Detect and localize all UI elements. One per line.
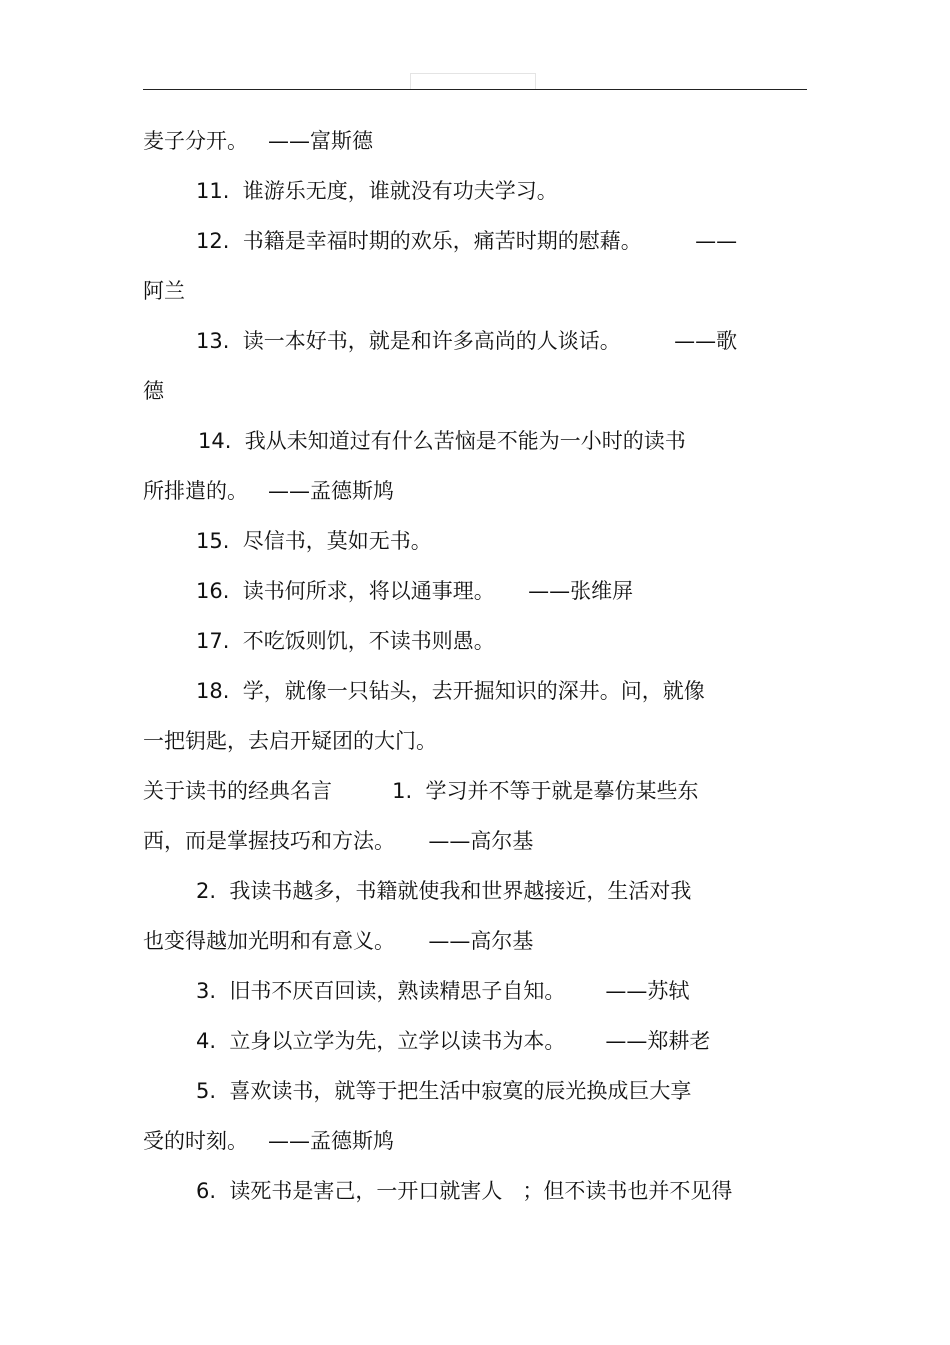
text-line: 关于读书的经典名言 1. 学习并不等于就是摹仿某些东 bbox=[143, 779, 699, 803]
text-line: 德 bbox=[143, 379, 164, 403]
text-line: 11. 谁游乐无度，谁就没有功夫学习。 bbox=[196, 179, 558, 203]
text-line: 所排遣的。 ——孟德斯鸠 bbox=[143, 479, 395, 503]
text-line: 5. 喜欢读书，就等于把生活中寂寞的辰光换成巨大享 bbox=[196, 1079, 692, 1103]
text-line: 也变得越加光明和有意义。 ——高尔基 bbox=[143, 929, 534, 953]
text-line: 15. 尽信书，莫如无书。 bbox=[196, 529, 432, 553]
text-line: 16. 读书何所求，将以通事理。 ——张维屏 bbox=[196, 579, 634, 603]
text-line: 西，而是掌握技巧和方法。 ——高尔基 bbox=[143, 829, 534, 853]
text-line: 4. 立身以立学为先，立学以读书为本。 ——郑耕老 bbox=[196, 1029, 711, 1053]
text-line: 一把钥匙，去启开疑团的大门。 bbox=[143, 729, 437, 753]
text-line: 17. 不吃饭则饥，不读书则愚。 bbox=[196, 629, 495, 653]
text-line: 12. 书籍是幸福时期的欢乐，痛苦时期的慰藉。 —— bbox=[196, 229, 738, 253]
text-line: 6. 读死书是害己，一开口就害人 ；但不读书也并不见得 bbox=[196, 1179, 733, 1203]
header-tab-decoration bbox=[410, 73, 536, 90]
text-line: 13. 读一本好书，就是和许多高尚的人谈话。 ——歌 bbox=[196, 329, 738, 353]
text-line: 18. 学，就像一只钻头，去开掘知识的深井。问，就像 bbox=[196, 679, 705, 703]
text-line: 阿兰 bbox=[143, 279, 185, 303]
header-rule bbox=[143, 89, 807, 90]
text-line: 麦子分开。 ——富斯德 bbox=[143, 129, 374, 153]
text-line: 3. 旧书不厌百回读，熟读精思子自知。 ——苏轼 bbox=[196, 979, 690, 1003]
text-line: 14. 我从未知道过有什么苦恼是不能为一小时的读书 bbox=[198, 429, 686, 453]
text-line: 2. 我读书越多，书籍就使我和世界越接近，生活对我 bbox=[196, 879, 692, 903]
text-line: 受的时刻。 ——孟德斯鸠 bbox=[143, 1129, 395, 1153]
